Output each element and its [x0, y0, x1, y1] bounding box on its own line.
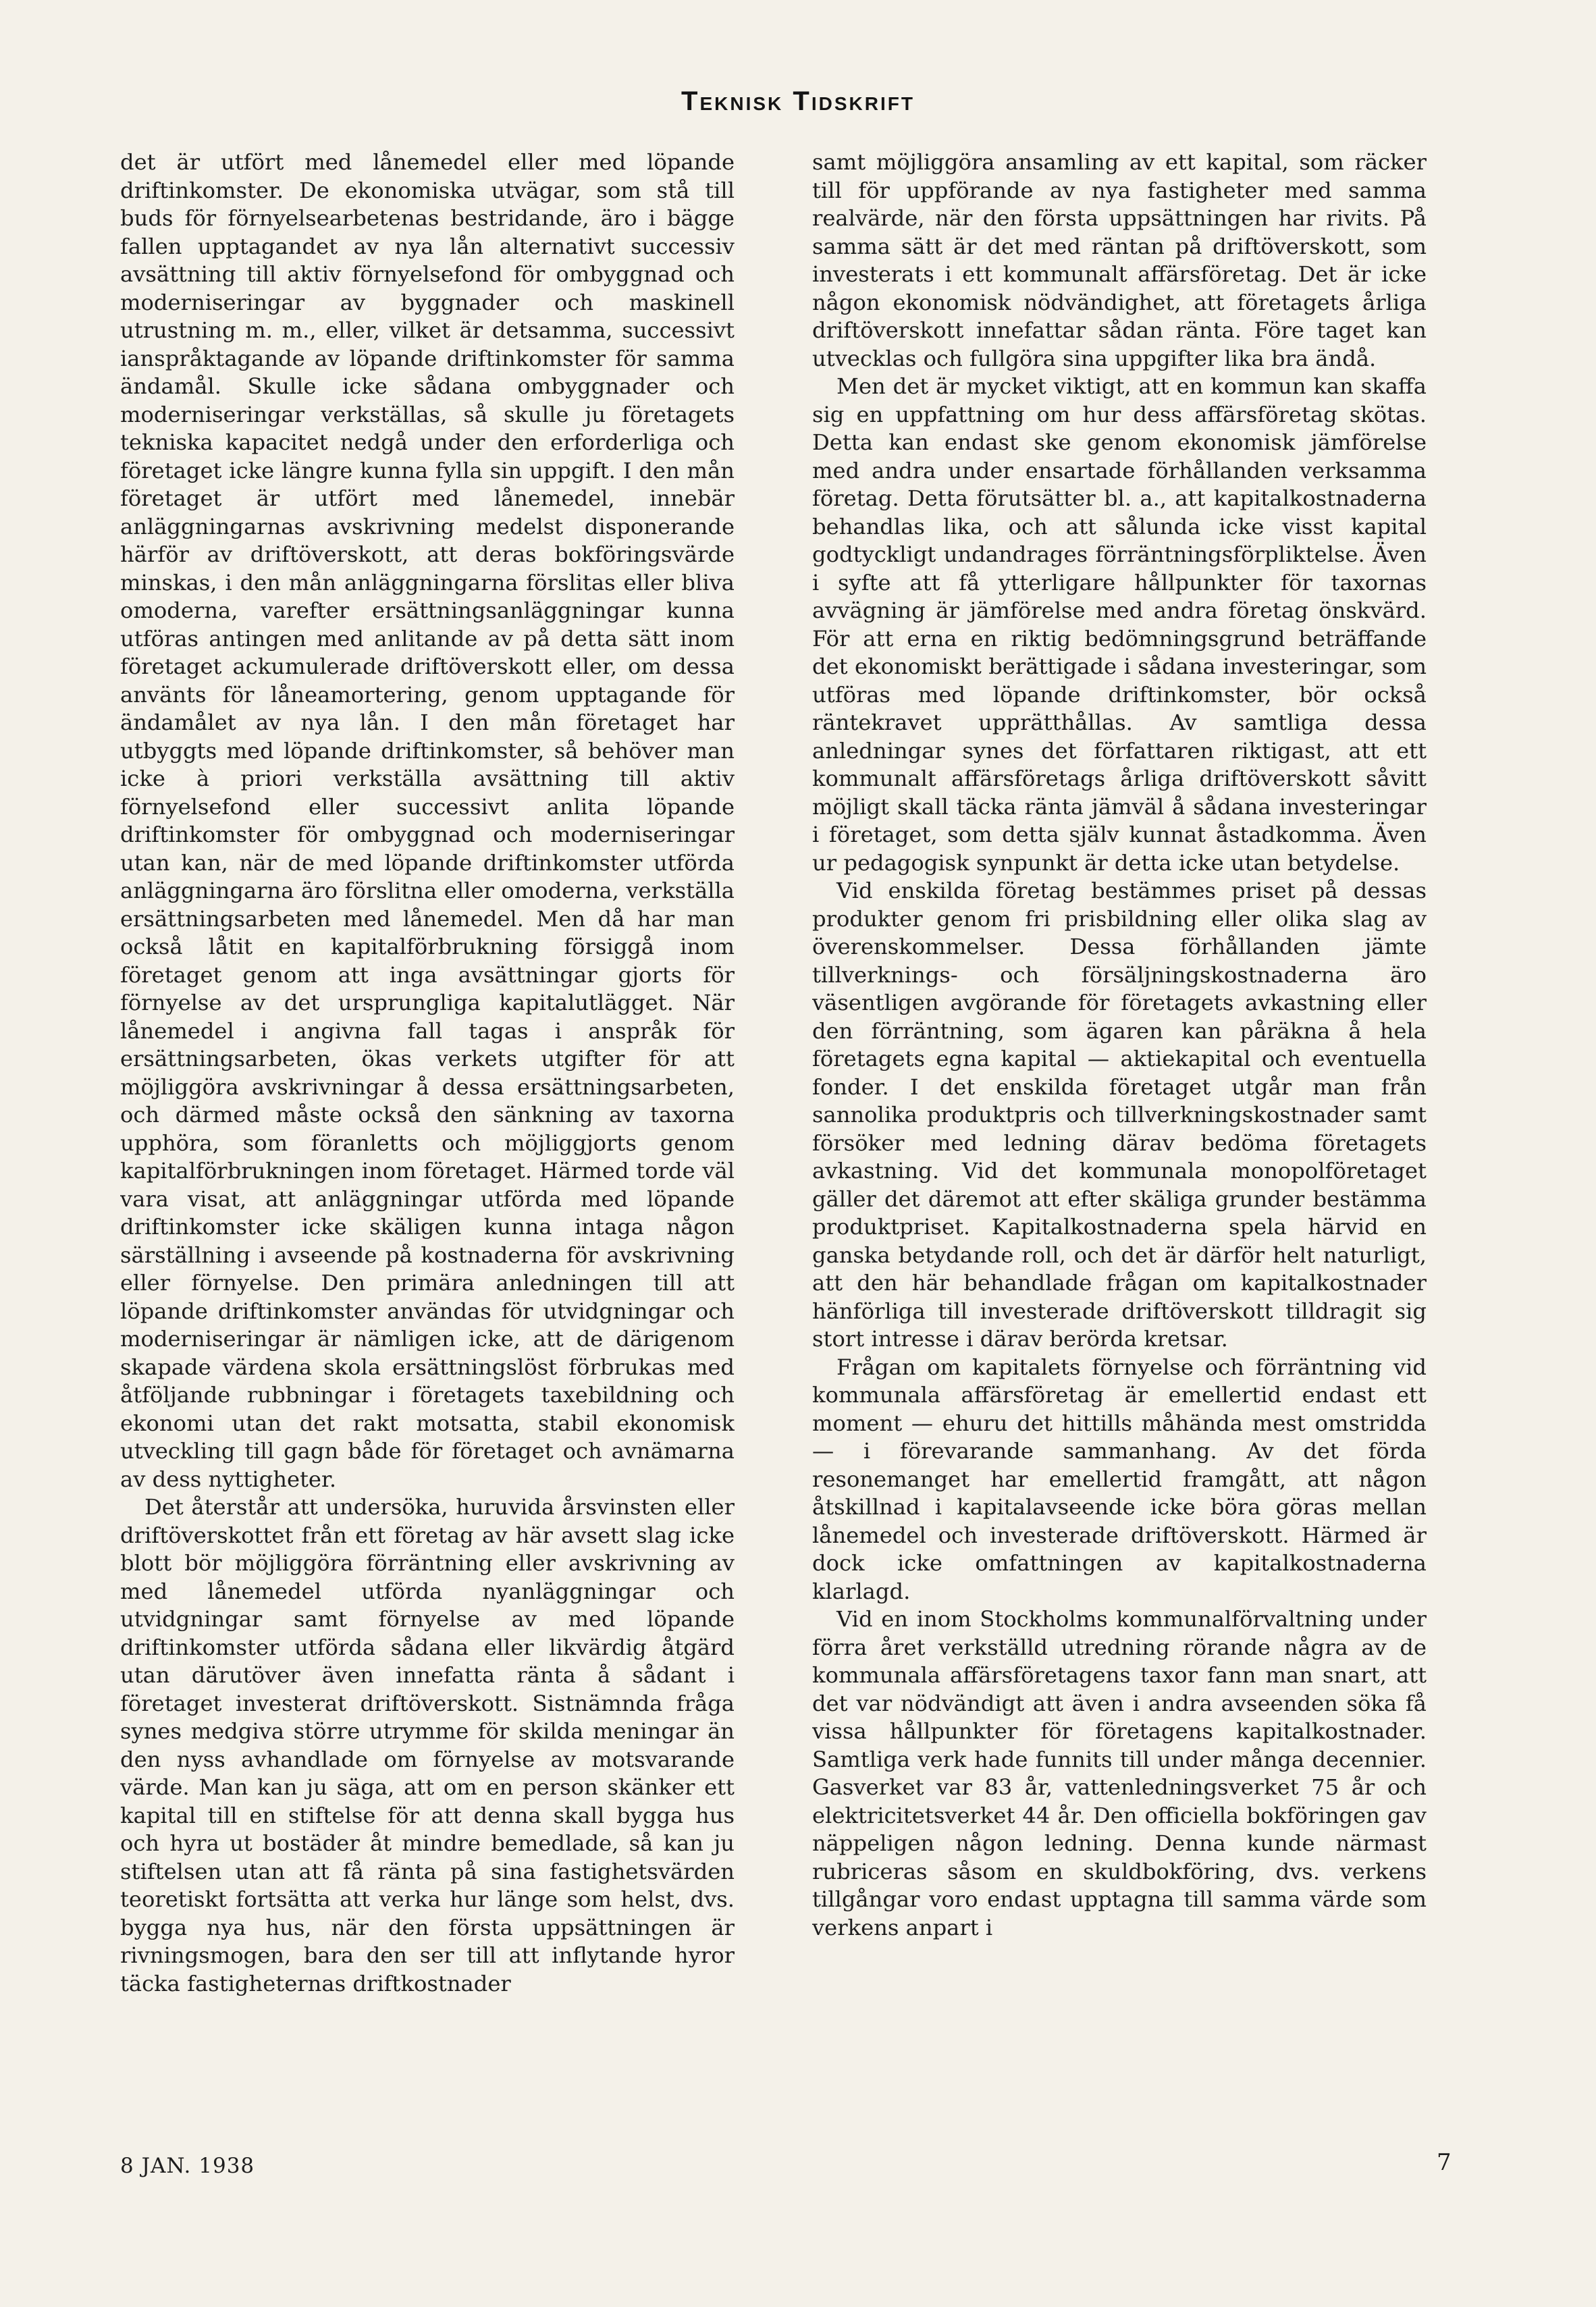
paragraph: Frågan om kapitalets förnyelse och förräntning vid kommunala affärsföretag är emellertid endast ett moment — ehuru det hittills måhända mest omstridda — i förevarande sammanhang. Av det förda resonemanget har emellertid framgått, att någon åtskillnad i kapitalavseende icke böra göras mellan lånemedel och investerade driftöverskott. Härmed är dock icke omfattningen av kapitalkostnaderna klarlagd.	[812, 1354, 1427, 1604]
page-number: 7	[1437, 2149, 1452, 2176]
paragraph: Vid enskilda företag bestämmes priset på dessas produkter genom fri prisbildning eller olika slag av överenskommelser. Dessa förhållanden jämte tillverknings- och försäljningskostnaderna äro väsentligen avgörande för företagets avkastning eller den förräntning, som ägaren kan påräkna å hela företagets egna kapital — aktiekapital och eventuella fonder. I det enskilda företaget utgår man från sannolika produktpris och tillverkningskostnader samt försöker med ledning därav bedöma företagets avkastning. Vid det kommunala monopolföretaget gäller det däremot att efter skäliga grunder bestämma produktpriset. Kapitalkostnaderna spela härvid en ganska betydande roll, och det är därför helt naturligt, att den här behandlade frågan om kapitalkostnader hänförliga till investerade driftöverskott tilldragit sig stort intresse i därav berörda kretsar.	[812, 878, 1427, 1352]
paragraph: det är utfört med lånemedel eller med löpande driftinkomster. De ekonomiska utvägar, som stå till buds för förnyelsearbetenas bestridande, äro i bägge fallen upptagandet av nya lån alternativt successiv avsättning till aktiv förnyelsefond för ombyggnad och moderniseringar av byggnader och maskinell utrustning m. m., eller, vilket är detsamma, successivt ianspråktagande av löpande driftinkomster för samma ändamål. Skulle icke sådana ombyggnader och moderniseringar verkställas, så skulle ju företagets tekniska kapacitet nedgå under den erforderliga och företaget icke längre kunna fylla sin uppgift. I den mån företaget är utfört med lånemedel, innebär anläggningarnas avskrivning medelst disponerande härför av driftöverskott, att deras bokföringsvärde minskas, i den mån anläggningarna förslitas eller bliva omoderna, varefter ersättningsanläggningar kunna utföras antingen med anlitande av på detta sätt inom företaget ackumulerade driftöverskott eller, om dessa använts för låneamortering, genom upptagande för ändamålet av nya lån. I den mån företaget har utbyggts med löpande driftinkomster, så behöver man icke à priori verkställa avsättning till aktiv förnyelsefond eller successivt anlita löpande driftinkomster för ombyggnad och moderniseringar utan kan, när de med löpande driftinkomster utförda anläggningarna äro förslitna eller omoderna, verkställa ersättningsarbeten med lånemedel. Men då har man också låtit en kapitalförbrukning försiggå inom företaget genom att inga avsättningar gjorts för förnyelse av det ursprungliga kapitalutlägget. När lånemedel i angivna fall tagas i anspråk för ersättningsarbeten, ökas verkets utgifter för att möjliggöra avskrivningar å dessa ersättningsarbeten, och därmed måste också den sänkning av taxorna upphöra, som föranletts och möjliggjorts genom kapitalförbrukningen inom företaget. Härmed torde väl vara visat, att anläggningar utförda med löpande driftinkomster icke skäligen kunna intaga någon särställning i avseende på kostnaderna för avskrivning eller förnyelse. Den primära anledningen till att löpande driftinkomster användas för utvidgningar och moderniseringar är nämligen icke, att de därigenom skapade värdena skola ersättningslöst förbrukas med åtföljande rubbningar i företagets taxebildning och ekonomi utan det rakt motsatta, stabil ekonomisk utveckling till gagn både för företaget och avnämarna av dess nyttigheter.	[120, 149, 735, 1492]
issue-date: 8 JAN. 1938	[120, 2154, 255, 2178]
right-column	[812, 149, 1427, 2174]
journal-title: Teknisk Tidskrift	[681, 86, 915, 116]
paragraph: Men det är mycket viktigt, att en kommun kan skaffa sig en uppfattning om hur dess affärsföretag skötas. Detta kan endast ske genom ekonomisk jämförelse med andra under ensartade förhållanden verksamma företag. Detta förutsätter bl. a., att kapitalkostnaderna behandlas lika, och att sålunda icke visst kapital godtyckligt undandrages förräntningsförpliktelse. Även i syfte att få ytterligare hållpunkter för taxornas avvägning är jämförelse med andra företag önskvärd. För att erna en riktig bedömningsgrund beträffande det ekonomiskt berättigade i sådana investeringar, som utföras med löpande driftinkomster, bör också räntekravet upprätthållas. Av samtliga dessa anledningar synes det författaren riktigast, att ett kommunalt affärsföretags årliga driftöverskott såvitt möjligt skall täcka ränta jämväl å sådana investeringar i företaget, som detta själv kunnat åstadkomma. Även ur pedagogisk synpunkt är detta icke utan betydelse.	[812, 373, 1427, 876]
left-column	[120, 149, 735, 2174]
paragraph: samt möjliggöra ansamling av ett kapital, som räcker till för uppförande av nya fastigheter med samma realvärde, när den första uppsättningen har rivits. På samma sätt är det med räntan på driftöverskott, som investerats i ett kommunalt affärsföretag. Det är icke någon ekonomisk nödvändighet, att företagets årliga driftöverskott innefattar sådan ränta. Före taget kan utvecklas och fullgöra sina uppgifter lika bra ändå.	[812, 149, 1427, 371]
paragraph: Vid en inom Stockholms kommunalförvaltning under förra året verkställd utredning rörande några av de kommunala affärsföretagens taxor fann man snart, att det var nödvändigt att även i andra avseenden söka få vissa hållpunkter för företagens kapitalkostnader. Samtliga verk hade funnits till under många decennier. Gasverket var 83 år, vattenledningsverket 75 år och elektricitetsverket 44 år. Den officiella bokföringen gav näppeligen någon ledning. Denna kunde närmast rubriceras såsom en skuldbokföring, dvs. verkens tillgångar voro endast upptagna till samma värde som verkens anpart i	[812, 1606, 1427, 1940]
paragraph: Det återstår att undersöka, huruvida årsvinsten eller driftöverskottet från ett företag av här avsett slag icke blott bör möjliggöra förräntning eller avskrivning av med lånemedel utförda nyanläggningar och utvidgningar samt förnyelse av med löpande driftinkomster utförda sådana eller likvärdig åtgärd utan därutöver även innefatta ränta å sådant i företaget investerat driftöverskott. Sistnämnda fråga synes medgiva större utrymme för skilda meningar än den nyss avhandlade om förnyelse av motsvarande värde. Man kan ju säga, att om en person skänker ett kapital till en stiftelse för att denna skall bygga hus och hyra ut bostäder åt mindre bemedlade, så kan ju stiftelsen utan att få ränta på sina fastighetsvärden teoretiskt fortsätta att verka hur länge som helst, dvs. bygga nya hus, när den första uppsättningen är rivningsmogen, bara den ser till att inflytande hyror täcka fastigheternas driftkostnader	[120, 1494, 735, 1996]
